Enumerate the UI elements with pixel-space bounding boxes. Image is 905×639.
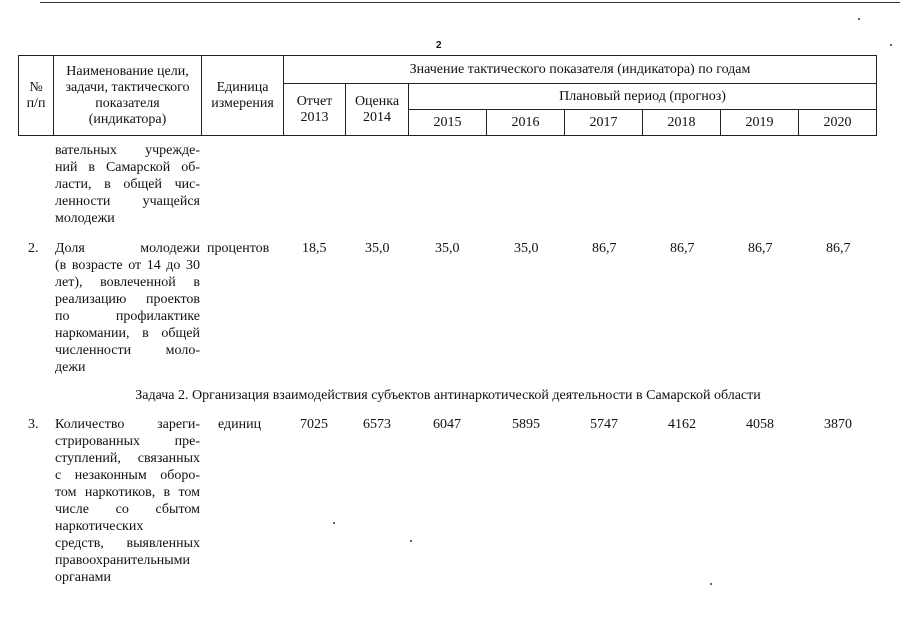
row2-plan-2019: 86,7: [748, 241, 773, 256]
header-year-2019: 2019: [721, 110, 799, 136]
page-number: 2: [436, 40, 442, 51]
header-unit: Единица измерения: [202, 56, 284, 136]
scan-speck: [410, 540, 412, 542]
scan-speck: [890, 44, 892, 46]
row3-number: 3.: [28, 417, 39, 432]
row3-report-2013: 7025: [300, 417, 328, 432]
row2-unit: процентов: [207, 241, 270, 256]
row2-estimate-2014: 35,0: [365, 241, 390, 256]
header-indicator-name: Наименование цели, задачи, тактического показателя (индикатора): [54, 56, 202, 136]
row3-plan-2017: 5747: [590, 417, 618, 432]
header-number: № п/п: [19, 56, 54, 136]
row3-plan-2020: 3870: [824, 417, 852, 432]
scan-speck: [858, 18, 860, 20]
row2-plan-2017: 86,7: [592, 241, 617, 256]
row3-plan-2018: 4162: [668, 417, 696, 432]
row2-plan-2020: 86,7: [826, 241, 851, 256]
row2-number: 2.: [28, 241, 39, 256]
row1-continuation-name: вательных учрежде- ний в Самарской об- ласти, в общей чис- ленности учащейся молодежи: [55, 143, 200, 226]
row2-indicator-name: Доля молодежи (в возрасте от 14 до 30 лет), вовлеченной в реализацию проектов по профилактике наркомании, в общей численности моло- дежи: [55, 241, 200, 375]
scan-speck: [333, 522, 335, 524]
header-year-2015: 2015: [409, 110, 487, 136]
row3-plan-2015: 6047: [433, 417, 461, 432]
header-estimate-2014: Оценка 2014: [346, 84, 409, 136]
indicator-table-header: [18, 55, 877, 136]
header-report-2013: Отчет 2013: [284, 84, 346, 136]
row2-plan-2016: 35,0: [514, 241, 539, 256]
top-border-line: [40, 2, 900, 3]
row3-plan-2016: 5895: [512, 417, 540, 432]
row3-indicator-name: Количество зареги- стрированных пре- ступлений, связанных с незаконным оборо- том наркотиков, в том числе со сбытом наркотических средств, выявленных правоохранительными органами: [55, 417, 200, 585]
scan-speck: [710, 583, 712, 585]
row3-unit: единиц: [218, 417, 262, 432]
header-year-2020: 2020: [799, 110, 877, 136]
header-plan-group: Плановый период (прогноз): [409, 84, 877, 110]
row2-plan-2015: 35,0: [435, 241, 460, 256]
row2-plan-2018: 86,7: [670, 241, 695, 256]
header-year-2016: 2016: [487, 110, 565, 136]
header-year-2018: 2018: [643, 110, 721, 136]
task2-title: Задача 2. Организация взаимодействия субъектов антинаркотической деятельности в Самарской области: [135, 388, 761, 403]
header-year-2017: 2017: [565, 110, 643, 136]
row3-plan-2019: 4058: [746, 417, 774, 432]
row2-report-2013: 18,5: [302, 241, 327, 256]
header-value-group: Значение тактического показателя (индикатора) по годам: [284, 56, 877, 84]
row3-estimate-2014: 6573: [363, 417, 391, 432]
